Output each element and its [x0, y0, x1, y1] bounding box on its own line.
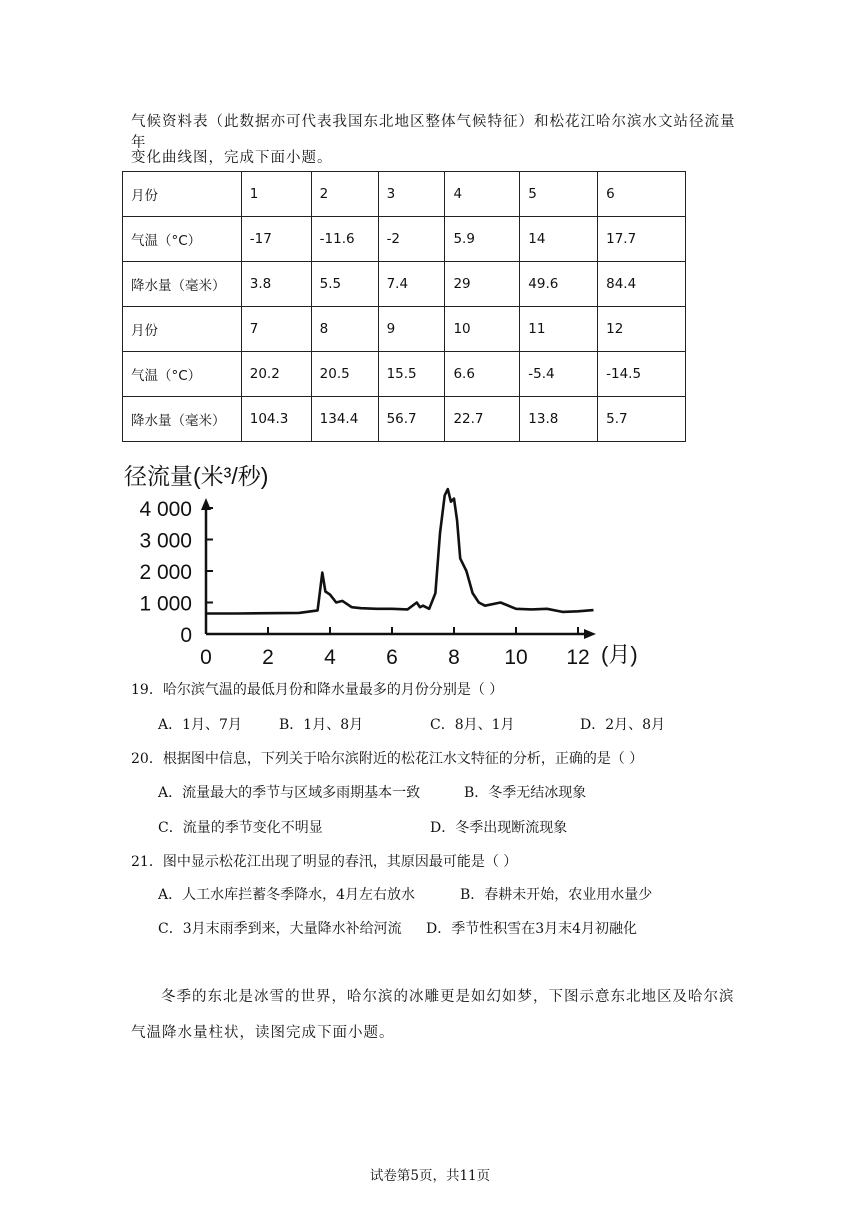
outro-line-1: 冬季的东北是冰雪的世界，哈尔滨的冰雕更是如幻如梦，下图示意东北地区及哈尔滨: [161, 989, 735, 1005]
table-cell: 5.7: [598, 397, 686, 442]
outro-line-2: 气温降水量柱状，读图完成下面小题。: [131, 1025, 395, 1041]
x-tick-label: 8: [448, 646, 460, 669]
table-cell: 14: [520, 217, 598, 262]
question-19-option-d[interactable]: D．2月、8月: [580, 717, 666, 733]
table-cell: 10: [445, 307, 520, 352]
y-tick-label: 4 000: [139, 498, 192, 521]
table-row: [123, 307, 686, 352]
table-row-header: 降水量（毫米）: [123, 397, 242, 442]
table-cell: -17: [241, 217, 311, 262]
table-cell: 104.3: [241, 397, 311, 442]
table-cell: 84.4: [598, 262, 686, 307]
table-row-header: 月份: [123, 307, 242, 352]
table-cell: 6.6: [445, 352, 520, 397]
table-row: [123, 352, 686, 397]
runoff-chart: [118, 452, 648, 677]
table-cell: 5.5: [311, 262, 378, 307]
question-19-stem: 19．哈尔滨气温的最低月份和降水量最多的月份分别是（ ）: [131, 682, 504, 698]
table-cell: -2: [378, 217, 445, 262]
table-cell: 12: [598, 307, 686, 352]
x-tick-label: 4: [324, 646, 336, 669]
question-21-option-d[interactable]: D．季节性积雪在3月末4月初融化: [426, 921, 638, 937]
table-cell: 9: [378, 307, 445, 352]
table-cell: 15.5: [378, 352, 445, 397]
chart-ylabel: 径流量(米³/秒): [124, 463, 269, 489]
x-tick-label: 6: [386, 646, 398, 669]
question-20-stem: 20．根据图中信息，下列关于哈尔滨附近的松花江水文特征的分析，正确的是（ ）: [131, 751, 644, 767]
table-cell: 7.4: [378, 262, 445, 307]
intro-line-2: 变化曲线图，完成下面小题。: [131, 150, 333, 166]
table-cell: -14.5: [598, 352, 686, 397]
table-row-header: 降水量（毫米）: [123, 262, 242, 307]
table-cell: 2: [311, 172, 378, 217]
table-row: [123, 172, 686, 217]
y-tick-label: 3 000: [139, 529, 192, 553]
x-axis-arrow: [584, 629, 596, 639]
table-row: [123, 262, 686, 307]
question-20-option-d[interactable]: D．冬季出现断流现象: [430, 820, 568, 836]
table-cell: 29: [445, 262, 520, 307]
table-cell: 8: [311, 307, 378, 352]
climate-table: [122, 171, 686, 442]
y-tick-label: 0: [180, 624, 192, 647]
x-tick-label: 10: [504, 646, 528, 669]
question-21-stem: 21．图中显示松花江出现了明显的春汛，其原因最可能是（ ）: [131, 854, 518, 870]
table-cell: 5: [520, 172, 598, 217]
table-cell: 20.2: [241, 352, 311, 397]
table-cell: 22.7: [445, 397, 520, 442]
table-cell: 13.8: [520, 397, 598, 442]
table-cell: 11: [520, 307, 598, 352]
table-cell: 17.7: [598, 217, 686, 262]
x-tick-label: 2: [262, 646, 274, 669]
table-row-header: 气温（°C）: [123, 352, 242, 397]
table-row: [123, 217, 686, 262]
table-row-header: 月份: [123, 172, 242, 217]
table-cell: 4: [445, 172, 520, 217]
question-20-option-c[interactable]: C．流量的季节变化不明显: [158, 820, 323, 836]
table-cell: -11.6: [311, 217, 378, 262]
y-tick-label: 1 000: [139, 592, 192, 616]
question-21-option-b[interactable]: B．春耕未开始，农业用水量少: [460, 887, 653, 903]
page-footer: 试卷第5页，共11页: [369, 1168, 491, 1184]
chart-xlabel: (月): [601, 642, 638, 667]
table-cell: -5.4: [520, 352, 598, 397]
table-cell: 1: [241, 172, 311, 217]
table-cell: 7: [241, 307, 311, 352]
question-19-option-a[interactable]: A．1月、7月: [158, 717, 242, 733]
x-tick-label: 12: [566, 646, 590, 669]
table-cell: 49.6: [520, 262, 598, 307]
question-19-option-b[interactable]: B．1月、8月: [279, 717, 364, 733]
table-cell: 3.8: [241, 262, 311, 307]
table-row: [123, 397, 686, 442]
table-cell: 3: [378, 172, 445, 217]
table-cell: 134.4: [311, 397, 378, 442]
runoff-series-line: [206, 489, 594, 613]
question-20-option-b[interactable]: B．冬季无结冰现象: [464, 785, 587, 801]
question-21-option-a[interactable]: A．人工水库拦蓄冬季降水，4月左右放水: [158, 887, 416, 903]
x-tick-label: 0: [200, 646, 212, 669]
table-row-header: 气温（°C）: [123, 217, 242, 262]
question-21-option-c[interactable]: C．3月末雨季到来，大量降水补给河流: [158, 921, 402, 937]
table-cell: 6: [598, 172, 686, 217]
question-19-option-c[interactable]: C．8月、1月: [430, 717, 515, 733]
y-tick-label: 2 000: [139, 561, 192, 584]
table-cell: 5.9: [445, 217, 520, 262]
intro-line-1: 气候资料表（此数据亦可代表我国东北地区整体气候特征）和松花江哈尔滨水文站径流量年: [131, 114, 736, 151]
table-cell: 20.5: [311, 352, 378, 397]
question-20-option-a[interactable]: A．流量最大的季节与区域多雨期基本一致: [158, 785, 421, 801]
table-cell: 56.7: [378, 397, 445, 442]
